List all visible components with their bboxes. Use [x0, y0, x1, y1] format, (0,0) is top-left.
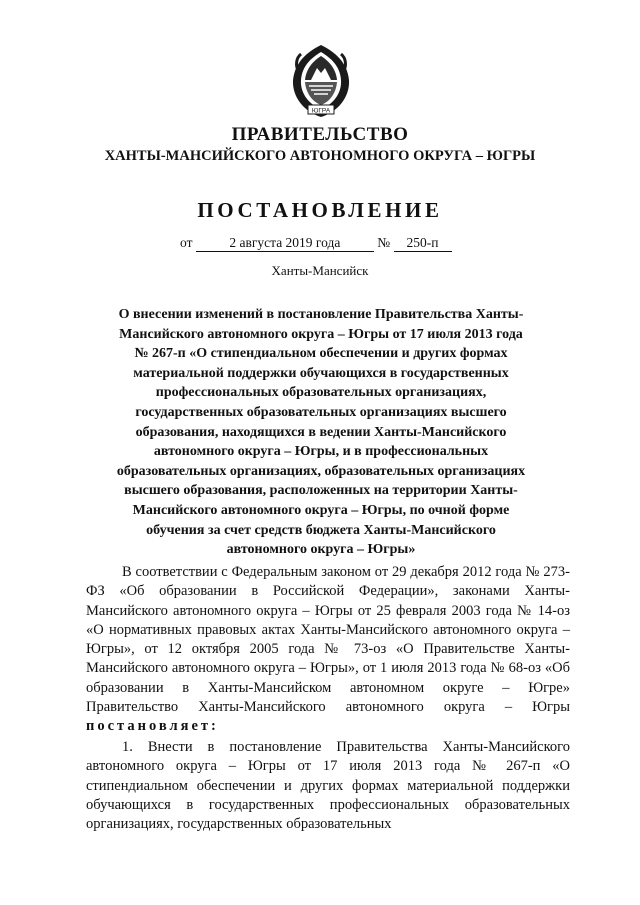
- title-line: Мансийского автономного округа – Югры, по очной форме: [132, 502, 510, 518]
- title-line: высшего образования, расположенных на территории Ханты-: [124, 483, 518, 499]
- preamble-paragraph: [86, 563, 570, 737]
- clause-1-paragraph: [86, 738, 570, 834]
- title-line: О внесении изменений в постановление Правительства Ханты-: [118, 307, 524, 322]
- title-line: автономного округа – Югры, и в профессиональных: [153, 444, 489, 460]
- emblem-label: ЮГРА: [311, 107, 331, 115]
- coat-of-arms-emblem: [287, 42, 355, 120]
- title-line: № 267-п «О стипендиальном обеспечении и других формах: [134, 346, 508, 362]
- resolves-word: постановляет:: [86, 718, 219, 735]
- title-line: образования, находящихся в ведении Ханты-Мансийского: [135, 424, 507, 440]
- government-heading: ПРАВИТЕЛЬСТВО: [231, 124, 409, 145]
- date-number-line: [180, 235, 452, 252]
- decree-date: 2 августа 2019 года: [196, 235, 374, 252]
- region-heading: ХАНТЫ-МАНСИЙСКОГО АВТОНОМНОГО ОКРУГА – ЮГРЫ: [104, 148, 536, 164]
- title-line: образовательных организациях, образовательных организациях: [116, 463, 526, 479]
- title-line: профессиональных образовательных организациях,: [155, 385, 487, 401]
- document-type: ПОСТАНОВЛЕНИЕ: [197, 198, 443, 222]
- title-line: обучения за счет средств бюджета Ханты-Мансийского: [146, 522, 496, 538]
- title-line: государственных образовательных организациях высшего: [135, 404, 507, 420]
- preamble-text: В соответствии с Федеральным законом от 29 декабря 2012 года № 273-ФЗ «Об образовании в Российской Федерации», законами Ханты-Мансийского автономного округа – Югры от 25 февраля 2003 года № 14-оз «О нормативных правовых актах Ханты-Мансийского автономного округа – Югры», от 12 октября 2005 года № 73-оз «О Правительстве Ханты-Мансийского автономного округа – Югры», от 1 июля 2013 года № 68-оз «Об образовании в Ханты-Мансийском автономном округе – Югре» Правительство Ханты-Мансийского автономного округа – Югры: [86, 564, 570, 716]
- clause-1-text: 1. Внести в постановление Правительства Ханты-Мансийского автономного округа – Югры от 17 июля 2013 года № 267-п «О стипендиальном обеспечении и других формах материальной поддержки обучающихся в государственных профессиональных образовательных организациях, государственных образовательных: [86, 739, 570, 833]
- title-line: Мансийского автономного округа – Югры от 17 июля 2013 года: [119, 326, 523, 342]
- from-label: от: [180, 235, 193, 250]
- number-label: №: [377, 235, 391, 250]
- title-line: материальной поддержки обучающихся в государственных: [133, 365, 509, 381]
- decree-number: 250-п: [394, 235, 452, 252]
- title-line: автономного округа – Югры»: [226, 542, 416, 558]
- decree-title: [96, 305, 546, 560]
- city: Ханты-Мансийск: [271, 263, 369, 278]
